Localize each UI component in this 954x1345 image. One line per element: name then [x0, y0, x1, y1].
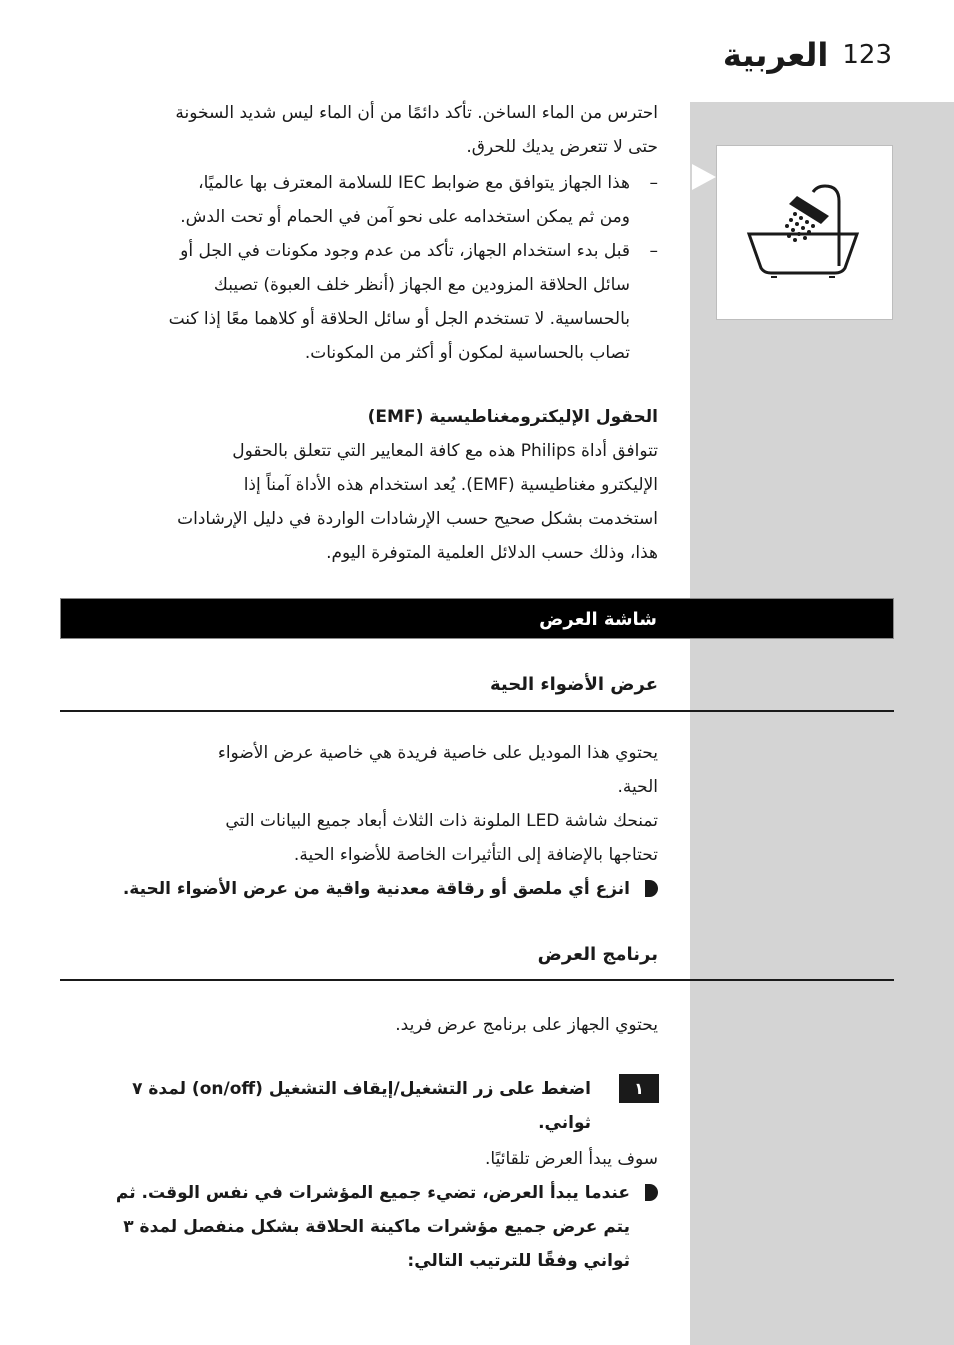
language-title: العربية: [722, 36, 829, 74]
intro-line: حتى لا تتعرض يديك للحرق.: [466, 137, 658, 157]
emf-line: هذا، وذلك حسب الدلائل العلمية المتوفرة اليوم.: [326, 543, 658, 563]
bullet-text: عندما يبدأ العرض، تضيء جميع المؤشرات في نفس الوقت. ثم: [115, 1183, 630, 1203]
bullet-marker: [645, 880, 658, 897]
list-line: قبل بدء استخدام الجهاز، تأكد من عدم وجود مكونات في الجل أو: [180, 241, 630, 261]
body-line: تمنحك شاشة LED الملونة ذات الثلاث أبعاد جميع البيانات التي: [225, 811, 658, 831]
emf-line: استخدمت بشكل صحيح حسب الإرشادات الواردة في دليل الإرشادات: [177, 509, 658, 529]
divider: [60, 979, 894, 981]
body-line: يحتوي هذا الموديل على خاصية فريدة هي خاصية عرض الأضواء: [217, 743, 658, 763]
section-title-bar: [60, 598, 894, 639]
icon-pointer: [692, 164, 716, 190]
intro-line: احترس من الماء الساخن. تأكد دائمًا من أن الماء ليس شديد السخونة: [175, 103, 658, 123]
emf-section: [177, 400, 658, 570]
dash-marker: –: [649, 173, 658, 193]
bullet-text: ثواني وفقًا للترتيب التالي:: [407, 1251, 630, 1271]
light-show-heading: عرض الأضواء الحية: [489, 674, 658, 695]
page-header: [723, 30, 892, 80]
list-item: [123, 872, 658, 906]
body-line: الحية.: [617, 777, 658, 797]
bullet-text: يتم عرض جميع مؤشرات ماكينة الحلاقة بشكل منفصل لمدة ٣: [123, 1217, 630, 1237]
demo-body: [116, 1142, 658, 1278]
list-item: [169, 234, 658, 370]
list-item: [169, 166, 658, 234]
page-number: 123: [842, 40, 892, 70]
step-text: [132, 1072, 591, 1140]
step-number: ١: [619, 1074, 659, 1103]
step-line: ثواني.: [538, 1113, 591, 1133]
list-line: ومن ثم يمكن استخدامه على نحو آمن في الحمام أو تحت الدش.: [180, 207, 630, 227]
emf-line: تتوافق أداة Philips هذه مع كافة المعايير التي تتعلق بالحقول: [232, 441, 658, 461]
body-line: يحتوي الجهاز على برنامج عرض فريد.: [395, 1015, 658, 1035]
step-line: اضغط على زر التشغيل/إيقاف التشغيل (on/off) لمدة ٧: [132, 1079, 591, 1099]
emf-heading: الحقول الإليكترومغناطيسية (EMF): [367, 407, 658, 427]
bullet-marker: [645, 1184, 658, 1201]
list-line: بالحساسية. لا تستخدم الجل أو سائل الحلاقة أو كلاهما معًا إذا كنت: [168, 309, 630, 329]
body-line: تحتاجها بالإضافة إلى التأثيرات الخاصة للأضواء الحية.: [293, 845, 658, 865]
emf-line: الإليكترو مغناطيسية (EMF). يُعد استخدام هذه الأداة آمناً إذا: [243, 475, 658, 495]
list-line: تصاب بالحساسية لمكون أو أكثر من المكونات.: [304, 343, 630, 363]
list-line: هذا الجهاز يتوافق مع ضوابط IEC للسلامة المعترف بها عالميًا،: [198, 173, 630, 193]
list-line: سائل الحلاقة المزودين مع الجهاز (أنظر خلف العبوة) تصيبك: [213, 275, 630, 295]
body-line: سوف يبدأ العرض تلقائيًا.: [485, 1149, 658, 1169]
light-show-body: [123, 736, 658, 906]
bullet-text: انزع أي ملصق أو رقاقة معدنية واقية من عرض الأضواء الحية.: [122, 879, 630, 899]
demo-heading: برنامج العرض: [537, 944, 658, 965]
bath-shower-icon: [716, 145, 893, 320]
dash-list: [169, 166, 658, 370]
dash-marker: –: [649, 241, 658, 261]
divider: [60, 710, 894, 712]
section-title: شاشة العرض: [539, 609, 657, 630]
list-item: [116, 1176, 658, 1278]
intro-paragraph: [175, 96, 658, 164]
demo-intro: [395, 1008, 658, 1042]
